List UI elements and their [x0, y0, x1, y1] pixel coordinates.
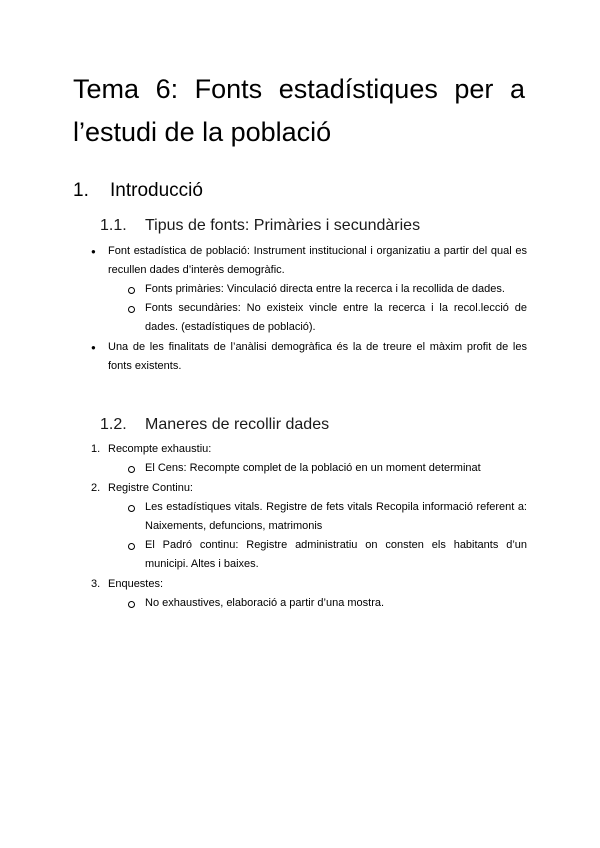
list-number: 3.	[91, 578, 101, 590]
subsection-heading-maneres	[100, 416, 329, 434]
bullet-dot-icon: ●	[91, 343, 96, 352]
list-item: Fonts primàries: Vinculació directa entre la recerca i la recollida de dades.	[145, 283, 505, 295]
list-item: Recompte exhaustiu:	[108, 443, 212, 455]
subsection-title: Maneres de recollir dades	[145, 416, 330, 433]
list-item: El Cens: Recompte complet de la població en un moment determinat	[145, 462, 481, 474]
subsection-title: Tipus de fonts: Primàries i secundàries	[145, 217, 421, 234]
list-item: No exhaustives, elaboració a partir d’una mostra.	[145, 597, 385, 609]
subsection-number: 1.2.	[100, 416, 127, 433]
hollow-bullet-icon	[128, 466, 135, 473]
list-number: 2.	[91, 482, 101, 494]
subsection-number: 1.1.	[100, 217, 127, 234]
list-item: Font estadística de població: Instrument institucional i organizatiu a partir del qual es recullen dades d’interès demogràfic.	[108, 245, 527, 276]
section-number: 1.	[73, 180, 89, 201]
list-item: Enquestes:	[108, 578, 164, 590]
list-item: Les estadístiques vitals. Registre de fets vitals Recopila informació referent a: Naixements, defuncions, matrimonis	[145, 501, 527, 532]
list-item: El Padró continu: Registre administratiu on consten els habitants d’un municipi. Altes i baixes.	[145, 539, 527, 570]
subsection-heading-tipus	[100, 217, 420, 235]
hollow-bullet-icon	[128, 287, 135, 294]
hollow-bullet-icon	[128, 601, 135, 608]
list-item: Fonts secundàries: No existeix vincle entre la recerca i la recol.lecció de dades. (estadístiques de població).	[145, 302, 527, 333]
section-title: Introducció	[110, 180, 203, 201]
list-item: Registre Continu:	[108, 482, 193, 494]
list-item: Una de les finalitats de l’anàlisi demogràfica és la de treure el màxim profit de les fonts existents.	[108, 341, 527, 372]
hollow-bullet-icon	[128, 543, 135, 550]
section-heading-introduccio	[73, 180, 203, 202]
hollow-bullet-icon	[128, 505, 135, 512]
list-number: 1.	[91, 443, 101, 455]
document-title: Tema 6: Fonts estadístiques per a l’estudi de la població	[73, 74, 525, 147]
bullet-dot-icon: ●	[91, 247, 96, 256]
hollow-bullet-icon	[128, 306, 135, 313]
